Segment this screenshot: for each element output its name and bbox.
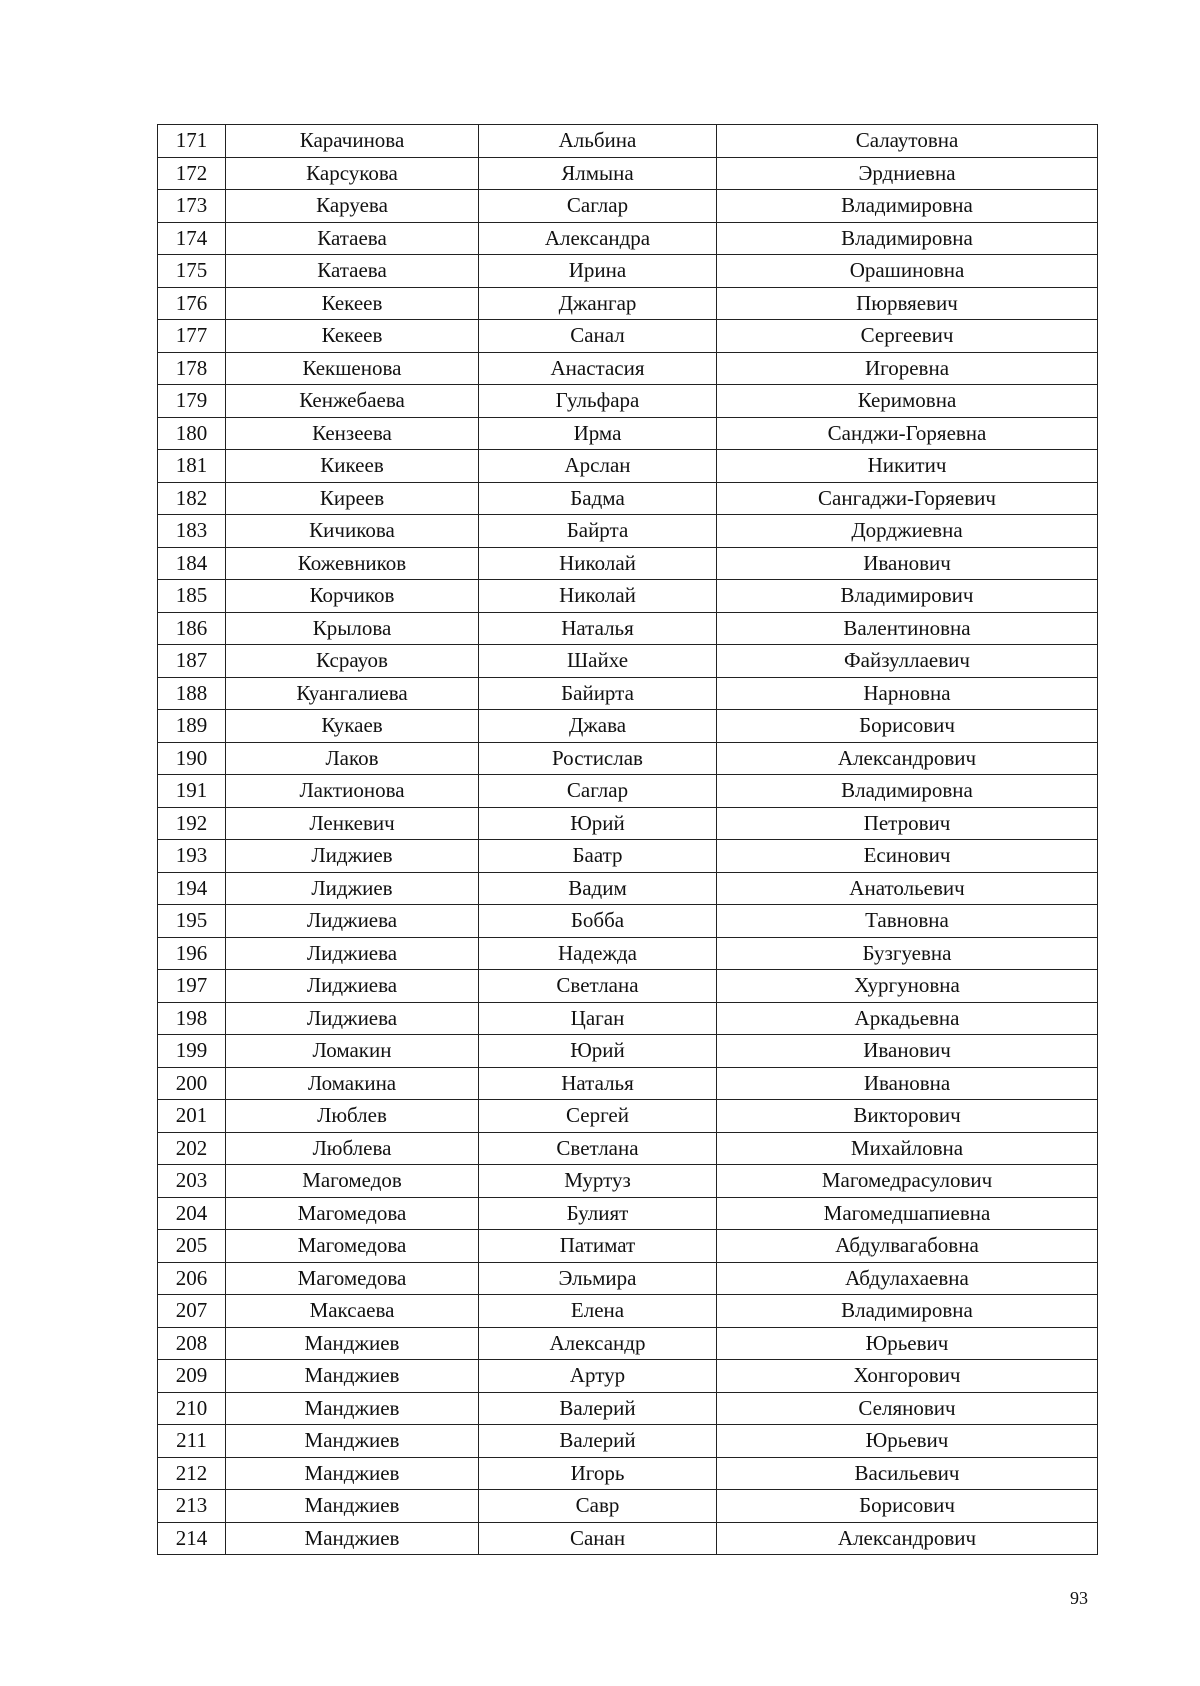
first-name-cell: Байирта [479,677,717,710]
row-number-cell: 186 [158,612,226,645]
table-row [158,1035,1098,1068]
row-number-cell: 195 [158,905,226,938]
row-number-cell: 196 [158,937,226,970]
patronymic-cell: Абдулахаевна [717,1262,1098,1295]
first-name-cell: Цаган [479,1002,717,1035]
last-name-cell: Люблева [226,1132,479,1165]
row-number-cell: 199 [158,1035,226,1068]
last-name-cell: Лиджиева [226,1002,479,1035]
first-name-cell: Баатр [479,840,717,873]
table-row [158,1327,1098,1360]
row-number-cell: 174 [158,222,226,255]
table-row [158,450,1098,483]
table-row [158,255,1098,288]
last-name-cell: Кичикова [226,515,479,548]
table-row [158,1262,1098,1295]
table-row [158,222,1098,255]
row-number-cell: 187 [158,645,226,678]
first-name-cell: Александр [479,1327,717,1360]
row-number-cell: 177 [158,320,226,353]
first-name-cell: Артур [479,1360,717,1393]
row-number-cell: 190 [158,742,226,775]
row-number-cell: 191 [158,775,226,808]
first-name-cell: Надежда [479,937,717,970]
last-name-cell: Манджиев [226,1327,479,1360]
patronymic-cell: Владимирович [717,580,1098,613]
patronymic-cell: Пюрвяевич [717,287,1098,320]
last-name-cell: Ломакина [226,1067,479,1100]
row-number-cell: 204 [158,1197,226,1230]
first-name-cell: Анастасия [479,352,717,385]
first-name-cell: Муртуз [479,1165,717,1198]
first-name-cell: Гульфара [479,385,717,418]
last-name-cell: Карачинова [226,125,479,158]
last-name-cell: Манджиев [226,1457,479,1490]
table-row [158,1425,1098,1458]
first-name-cell: Альбина [479,125,717,158]
last-name-cell: Лиджиева [226,905,479,938]
patronymic-cell: Салаутовна [717,125,1098,158]
table-row [158,1230,1098,1263]
row-number-cell: 206 [158,1262,226,1295]
patronymic-cell: Магомедшапиевна [717,1197,1098,1230]
last-name-cell: Кекеев [226,287,479,320]
row-number-cell: 192 [158,807,226,840]
table-row [158,352,1098,385]
first-name-cell: Ялмына [479,157,717,190]
first-name-cell: Ирина [479,255,717,288]
patronymic-cell: Тавновна [717,905,1098,938]
row-number-cell: 172 [158,157,226,190]
patronymic-cell: Нарновна [717,677,1098,710]
first-name-cell: Игорь [479,1457,717,1490]
roster-table-body [158,125,1098,1555]
table-row [158,1522,1098,1555]
table-row [158,612,1098,645]
first-name-cell: Елена [479,1295,717,1328]
table-row [158,1067,1098,1100]
table-row [158,157,1098,190]
patronymic-cell: Владимировна [717,190,1098,223]
last-name-cell: Кенжебаева [226,385,479,418]
row-number-cell: 205 [158,1230,226,1263]
table-row [158,1132,1098,1165]
patronymic-cell: Дорджиевна [717,515,1098,548]
row-number-cell: 183 [158,515,226,548]
first-name-cell: Эльмира [479,1262,717,1295]
patronymic-cell: Ивановна [717,1067,1098,1100]
table-row [158,1490,1098,1523]
last-name-cell: Ломакин [226,1035,479,1068]
last-name-cell: Карсукова [226,157,479,190]
row-number-cell: 179 [158,385,226,418]
patronymic-cell: Никитич [717,450,1098,483]
table-row [158,1457,1098,1490]
patronymic-cell: Владимировна [717,775,1098,808]
last-name-cell: Манджиев [226,1425,479,1458]
first-name-cell: Саглар [479,775,717,808]
row-number-cell: 173 [158,190,226,223]
first-name-cell: Юрий [479,1035,717,1068]
last-name-cell: Лиджиева [226,970,479,1003]
last-name-cell: Катаева [226,222,479,255]
row-number-cell: 182 [158,482,226,515]
row-number-cell: 207 [158,1295,226,1328]
first-name-cell: Ростислав [479,742,717,775]
patronymic-cell: Владимировна [717,222,1098,255]
patronymic-cell: Санджи-Горяевна [717,417,1098,450]
table-row [158,1002,1098,1035]
table-row [158,645,1098,678]
last-name-cell: Магомедова [226,1197,479,1230]
patronymic-cell: Аркадьевна [717,1002,1098,1035]
first-name-cell: Санан [479,1522,717,1555]
patronymic-cell: Александрович [717,742,1098,775]
first-name-cell: Джава [479,710,717,743]
first-name-cell: Светлана [479,1132,717,1165]
table-row [158,417,1098,450]
last-name-cell: Магомедов [226,1165,479,1198]
last-name-cell: Ксрауов [226,645,479,678]
patronymic-cell: Бузгуевна [717,937,1098,970]
first-name-cell: Бадма [479,482,717,515]
row-number-cell: 178 [158,352,226,385]
row-number-cell: 214 [158,1522,226,1555]
last-name-cell: Киреев [226,482,479,515]
row-number-cell: 185 [158,580,226,613]
patronymic-cell: Михайловна [717,1132,1098,1165]
table-row [158,742,1098,775]
first-name-cell: Светлана [479,970,717,1003]
patronymic-cell: Владимировна [717,1295,1098,1328]
first-name-cell: Сергей [479,1100,717,1133]
last-name-cell: Катаева [226,255,479,288]
first-name-cell: Савр [479,1490,717,1523]
last-name-cell: Корчиков [226,580,479,613]
last-name-cell: Лиджиев [226,872,479,905]
patronymic-cell: Абдулвагабовна [717,1230,1098,1263]
last-name-cell: Лактионова [226,775,479,808]
first-name-cell: Булият [479,1197,717,1230]
patronymic-cell: Керимовна [717,385,1098,418]
last-name-cell: Лиджиева [226,937,479,970]
last-name-cell: Кожевников [226,547,479,580]
last-name-cell: Люблев [226,1100,479,1133]
last-name-cell: Манджиев [226,1490,479,1523]
patronymic-cell: Юрьевич [717,1425,1098,1458]
first-name-cell: Николай [479,580,717,613]
row-number-cell: 197 [158,970,226,1003]
last-name-cell: Кензеева [226,417,479,450]
patronymic-cell: Петрович [717,807,1098,840]
patronymic-cell: Викторович [717,1100,1098,1133]
table-row [158,190,1098,223]
last-name-cell: Магомедова [226,1230,479,1263]
patronymic-cell: Сангаджи-Горяевич [717,482,1098,515]
table-row [158,1360,1098,1393]
last-name-cell: Максаева [226,1295,479,1328]
first-name-cell: Байрта [479,515,717,548]
table-row [158,125,1098,158]
last-name-cell: Магомедова [226,1262,479,1295]
row-number-cell: 209 [158,1360,226,1393]
row-number-cell: 201 [158,1100,226,1133]
first-name-cell: Джангар [479,287,717,320]
last-name-cell: Манджиев [226,1392,479,1425]
table-row [158,1392,1098,1425]
patronymic-cell: Хонгорович [717,1360,1098,1393]
patronymic-cell: Сергеевич [717,320,1098,353]
patronymic-cell: Эрдниевна [717,157,1098,190]
last-name-cell: Кикеев [226,450,479,483]
row-number-cell: 184 [158,547,226,580]
first-name-cell: Юрий [479,807,717,840]
last-name-cell: Кекеев [226,320,479,353]
patronymic-cell: Иванович [717,1035,1098,1068]
patronymic-cell: Юрьевич [717,1327,1098,1360]
patronymic-cell: Есинович [717,840,1098,873]
table-row [158,677,1098,710]
table-row [158,515,1098,548]
table-row [158,937,1098,970]
row-number-cell: 208 [158,1327,226,1360]
first-name-cell: Наталья [479,1067,717,1100]
first-name-cell: Бобба [479,905,717,938]
last-name-cell: Кукаев [226,710,479,743]
row-number-cell: 194 [158,872,226,905]
table-row [158,775,1098,808]
first-name-cell: Саглар [479,190,717,223]
patronymic-cell: Васильевич [717,1457,1098,1490]
last-name-cell: Ленкевич [226,807,479,840]
row-number-cell: 212 [158,1457,226,1490]
patronymic-cell: Хургуновна [717,970,1098,1003]
first-name-cell: Шайхе [479,645,717,678]
roster-table [157,124,1098,1555]
last-name-cell: Куангалиева [226,677,479,710]
last-name-cell: Крылова [226,612,479,645]
row-number-cell: 200 [158,1067,226,1100]
row-number-cell: 189 [158,710,226,743]
first-name-cell: Ирма [479,417,717,450]
table-row [158,872,1098,905]
table-row [158,287,1098,320]
patronymic-cell: Валентиновна [717,612,1098,645]
patronymic-cell: Борисович [717,1490,1098,1523]
table-row [158,547,1098,580]
first-name-cell: Патимат [479,1230,717,1263]
table-row [158,580,1098,613]
last-name-cell: Кекшенова [226,352,479,385]
table-row [158,482,1098,515]
patronymic-cell: Анатольевич [717,872,1098,905]
first-name-cell: Наталья [479,612,717,645]
row-number-cell: 193 [158,840,226,873]
last-name-cell: Каруева [226,190,479,223]
table-row [158,385,1098,418]
table-row [158,807,1098,840]
table-row [158,905,1098,938]
row-number-cell: 213 [158,1490,226,1523]
row-number-cell: 211 [158,1425,226,1458]
table-row [158,970,1098,1003]
table-row [158,320,1098,353]
row-number-cell: 202 [158,1132,226,1165]
row-number-cell: 188 [158,677,226,710]
first-name-cell: Александра [479,222,717,255]
last-name-cell: Лаков [226,742,479,775]
patronymic-cell: Борисович [717,710,1098,743]
patronymic-cell: Орашиновна [717,255,1098,288]
patronymic-cell: Селянович [717,1392,1098,1425]
first-name-cell: Вадим [479,872,717,905]
row-number-cell: 198 [158,1002,226,1035]
row-number-cell: 180 [158,417,226,450]
last-name-cell: Манджиев [226,1522,479,1555]
row-number-cell: 203 [158,1165,226,1198]
table-row [158,840,1098,873]
table-row [158,1100,1098,1133]
first-name-cell: Валерий [479,1392,717,1425]
first-name-cell: Арслан [479,450,717,483]
row-number-cell: 181 [158,450,226,483]
patronymic-cell: Иванович [717,547,1098,580]
row-number-cell: 176 [158,287,226,320]
table-row [158,1165,1098,1198]
page-number: 93 [1070,1588,1088,1608]
patronymic-cell: Игоревна [717,352,1098,385]
row-number-cell: 175 [158,255,226,288]
last-name-cell: Лиджиев [226,840,479,873]
table-row [158,710,1098,743]
patronymic-cell: Магомедрасулович [717,1165,1098,1198]
table-row [158,1295,1098,1328]
first-name-cell: Николай [479,547,717,580]
row-number-cell: 171 [158,125,226,158]
row-number-cell: 210 [158,1392,226,1425]
first-name-cell: Валерий [479,1425,717,1458]
patronymic-cell: Александрович [717,1522,1098,1555]
first-name-cell: Санал [479,320,717,353]
patronymic-cell: Файзуллаевич [717,645,1098,678]
table-row [158,1197,1098,1230]
last-name-cell: Манджиев [226,1360,479,1393]
